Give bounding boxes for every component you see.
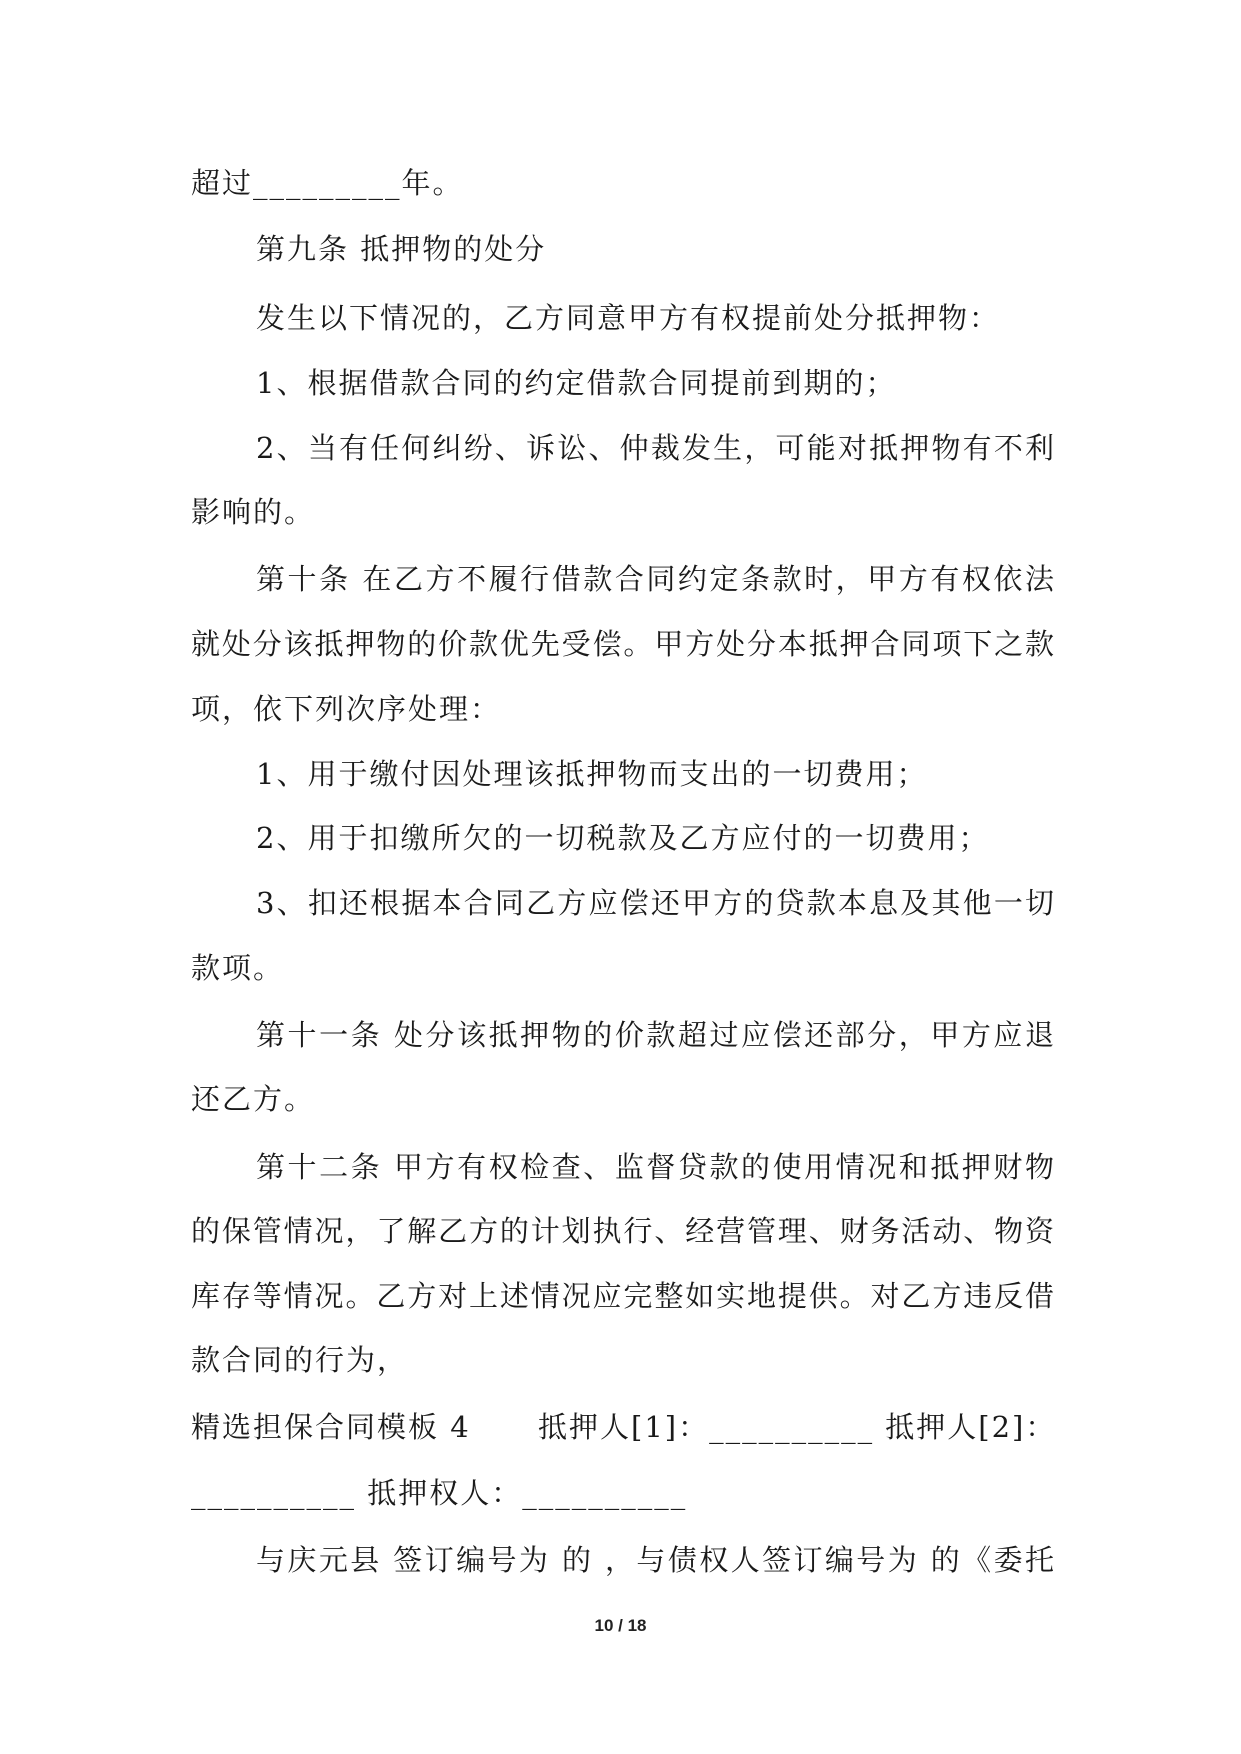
paragraph-line: 款项。 xyxy=(191,951,285,985)
list-item: 2、用于扣缴所欠的一切税款及乙方应付的一切费用； xyxy=(256,821,990,855)
mortgagor-fields: 抵押人[1]：__________ 抵押人[2]： xyxy=(538,1410,1057,1444)
list-item: 3、扣还根据本合同乙方应偿还甲方的贷款本息及其他一切 xyxy=(256,886,1055,920)
paragraph-line: 的保管情况，了解乙方的计划执行、经营管理、财务活动、物资 xyxy=(191,1214,1055,1248)
clause-heading: 第十一条 处分该抵押物的价款超过应偿还部分，甲方应退 xyxy=(256,1018,1055,1052)
list-item: 2、当有任何纠纷、诉讼、仲裁发生，可能对抵押物有不利 xyxy=(256,431,1055,465)
paragraph-line: 还乙方。 xyxy=(191,1082,316,1116)
paragraph-line: 与庆元县 签订编号为 的 ，与债权人签订编号为 的《委托 xyxy=(256,1543,1055,1577)
paragraph-line: 影响的。 xyxy=(191,495,316,529)
clause-heading: 第九条 抵押物的处分 xyxy=(256,232,547,266)
paragraph-line: 款合同的行为， xyxy=(191,1343,409,1377)
clause-heading: 第十二条 甲方有权检查、监督贷款的使用情况和抵押财物 xyxy=(256,1150,1055,1184)
paragraph-line: 项，依下列次序处理： xyxy=(191,692,502,726)
clause-heading: 第十条 在乙方不履行借款合同约定条款时，甲方有权依法 xyxy=(256,562,1055,596)
mortgagee-field: __________ 抵押权人：__________ xyxy=(191,1476,688,1510)
list-item: 1、用于缴付因处理该抵押物而支出的一切费用； xyxy=(256,757,928,791)
list-item: 1、根据借款合同的约定借款合同提前到期的； xyxy=(256,366,897,400)
paragraph-line: 库存等情况。乙方对上述情况应完整如实地提供。对乙方违反借 xyxy=(191,1279,1055,1313)
paragraph-line: 超过_________年。 xyxy=(191,166,464,200)
paragraph-line: 发生以下情况的，乙方同意甲方有权提前处分抵押物： xyxy=(256,301,1001,335)
page-number: 10 / 18 xyxy=(594,1616,647,1635)
template-title: 精选担保合同模板 4 xyxy=(191,1410,471,1444)
paragraph-line: 就处分该抵押物的价款优先受偿。甲方处分本抵押合同项下之款 xyxy=(191,627,1055,661)
